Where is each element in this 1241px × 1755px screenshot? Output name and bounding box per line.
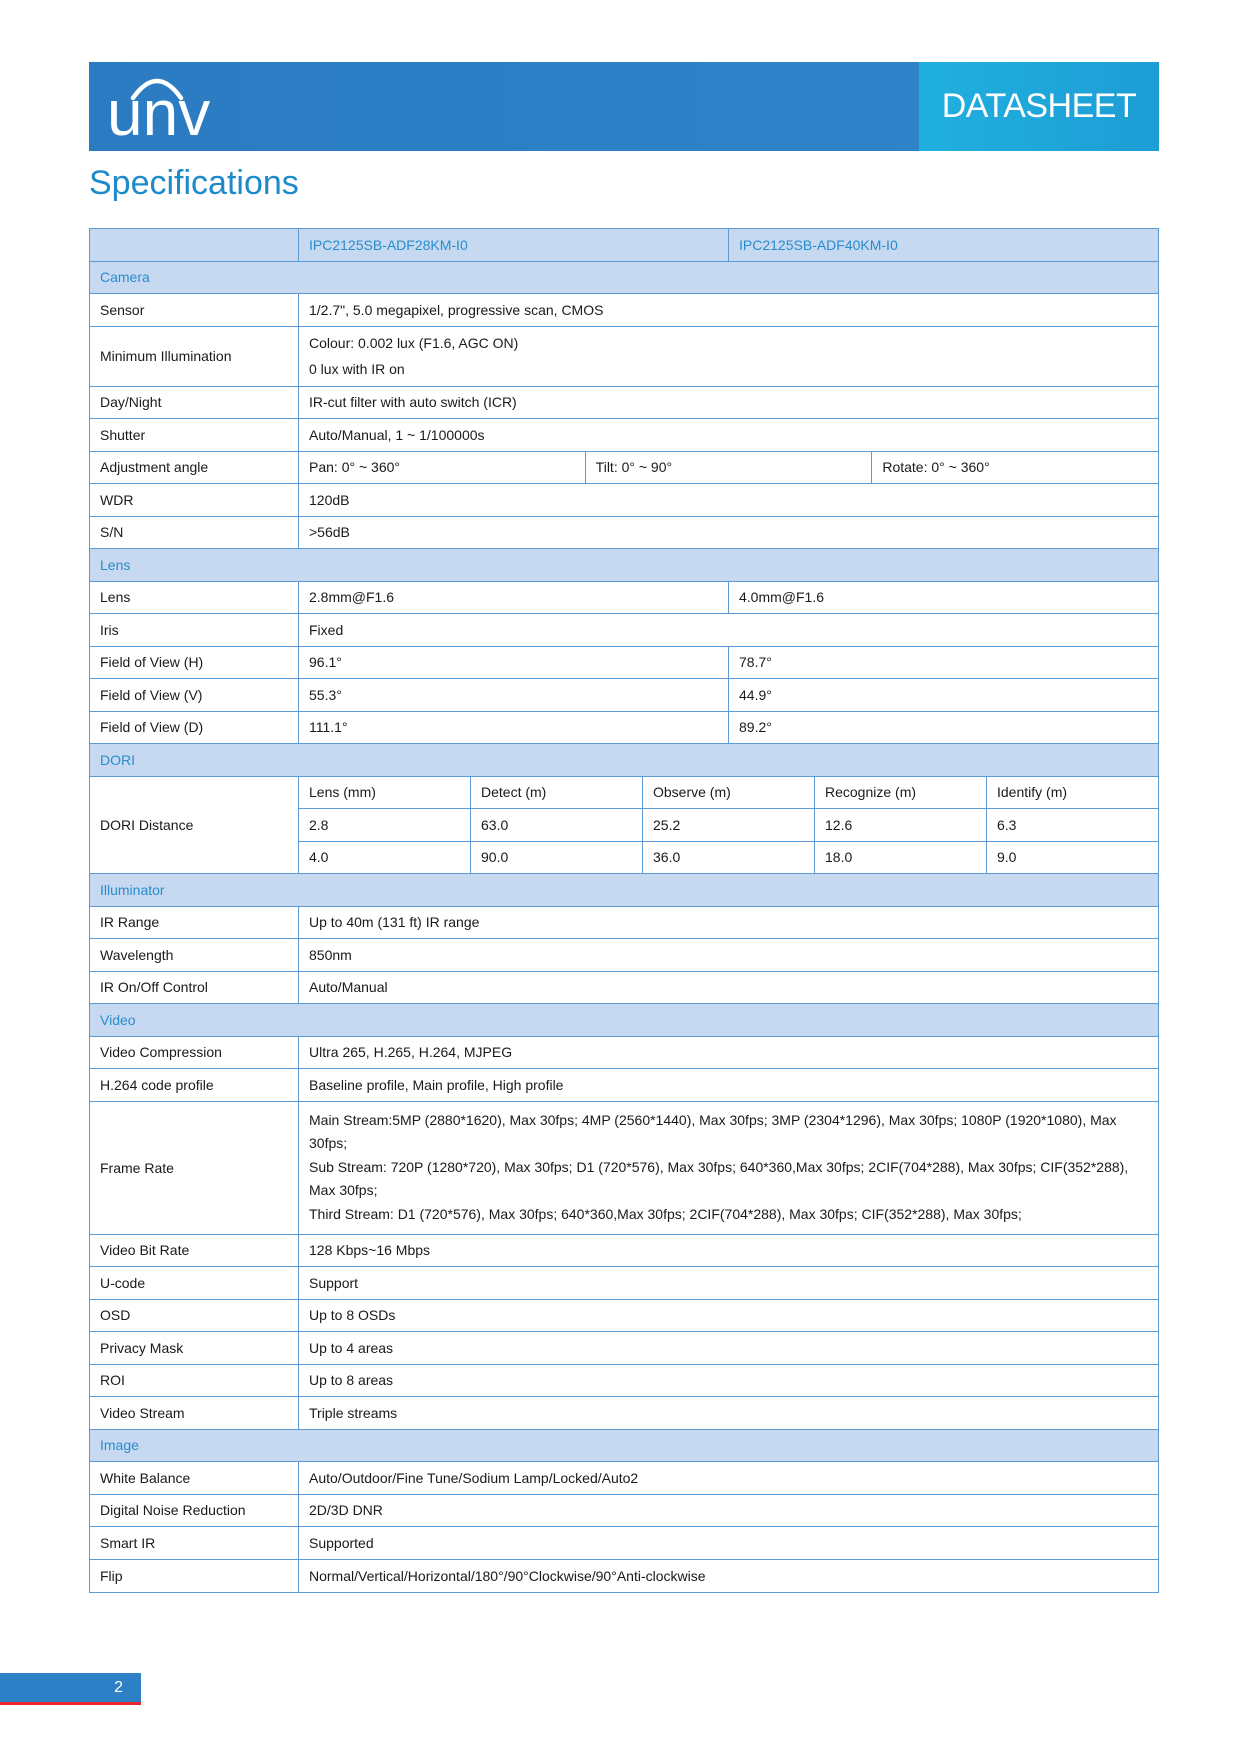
row-day-night-label: Day/Night bbox=[100, 394, 162, 411]
row-fov-h-value-40km: 78.7° bbox=[728, 647, 1158, 679]
row-ucode-label: U-code bbox=[100, 1274, 146, 1291]
row-bit-rate-value: 128 Kbps~16 Mbps bbox=[298, 1235, 1158, 1267]
row-dori-distance bbox=[90, 777, 1158, 875]
page-number-tab bbox=[0, 1673, 141, 1702]
row-video-compression-label: Video Compression bbox=[100, 1044, 222, 1061]
row-fov-d-value-40km: 89.2° bbox=[728, 712, 1158, 744]
row-osd-label: OSD bbox=[100, 1307, 131, 1324]
row-lens bbox=[90, 582, 1158, 615]
row-wdr-value: 120dB bbox=[298, 484, 1158, 516]
frame-rate-main-stream: Main Stream:5MP (2880*1620), Max 30fps; 4MP (2560*1440), Max 30fps; 3MP (2304*1296), Max 30fps; 1080P (1920*1080), Max 30fps; bbox=[309, 1112, 1117, 1151]
adjustment-pan: Pan: 0° ~ 360° bbox=[298, 452, 585, 484]
row-wdr-label: WDR bbox=[100, 491, 134, 508]
section-lens-title: Lens bbox=[100, 556, 131, 573]
dori-col-detect: Detect (m) bbox=[470, 777, 642, 809]
row-osd bbox=[90, 1300, 1158, 1333]
dori-header-row bbox=[298, 777, 1158, 810]
dori-cell: 12.6 bbox=[814, 809, 986, 841]
dori-col-lens: Lens (mm) bbox=[298, 777, 470, 809]
row-dnr-label: Digital Noise Reduction bbox=[100, 1502, 246, 1519]
unv-logo bbox=[107, 76, 237, 146]
adjustment-rotate: Rotate: 0° ~ 360° bbox=[871, 452, 1158, 484]
row-min-illumination-label: Minimum Illumination bbox=[100, 348, 232, 364]
row-osd-value: Up to 8 OSDs bbox=[298, 1300, 1158, 1332]
row-video-stream-value: Triple streams bbox=[298, 1397, 1158, 1429]
section-video-title: Video bbox=[100, 1011, 136, 1028]
row-dori-distance-label: DORI Distance bbox=[100, 816, 194, 833]
section-dori bbox=[90, 744, 1158, 777]
row-ir-control-label: IR On/Off Control bbox=[100, 979, 208, 996]
row-bit-rate-label: Video Bit Rate bbox=[100, 1242, 190, 1259]
row-fov-v-label: Field of View (V) bbox=[100, 686, 203, 703]
row-video-stream bbox=[90, 1397, 1158, 1430]
dori-col-recognize: Recognize (m) bbox=[814, 777, 986, 809]
model-heading-40km: IPC2125SB-ADF40KM-I0 bbox=[728, 229, 1158, 261]
row-ir-control-value: Auto/Manual bbox=[298, 972, 1158, 1004]
dori-cell: 18.0 bbox=[814, 842, 986, 874]
model-heading-28km: IPC2125SB-ADF28KM-I0 bbox=[298, 229, 728, 261]
row-h264-profile-label: H.264 code profile bbox=[100, 1076, 214, 1093]
row-video-stream-label: Video Stream bbox=[100, 1404, 185, 1421]
row-ucode bbox=[90, 1267, 1158, 1300]
row-flip-value: Normal/Vertical/Horizontal/180°/90°Clockwise/90°Anti-clockwise bbox=[298, 1560, 1158, 1593]
page-number: 2 bbox=[114, 1678, 123, 1696]
row-smart-ir-value: Supported bbox=[298, 1527, 1158, 1559]
row-sn-label: S/N bbox=[100, 524, 124, 541]
row-frame-rate bbox=[90, 1102, 1158, 1235]
row-adjustment-angle-label: Adjustment angle bbox=[100, 459, 209, 476]
section-lens bbox=[90, 549, 1158, 582]
row-frame-rate-label: Frame Rate bbox=[100, 1159, 174, 1176]
row-sensor-value: 1/2.7", 5.0 megapixel, progressive scan, CMOS bbox=[298, 294, 1158, 326]
row-min-illumination bbox=[90, 327, 1158, 387]
section-image bbox=[90, 1430, 1158, 1463]
row-day-night bbox=[90, 387, 1158, 420]
row-fov-h-value-28km: 96.1° bbox=[298, 647, 728, 679]
row-smart-ir bbox=[90, 1527, 1158, 1560]
row-ir-range-label: IR Range bbox=[100, 914, 160, 931]
row-sn bbox=[90, 517, 1158, 550]
row-ir-range-value: Up to 40m (131 ft) IR range bbox=[298, 907, 1158, 939]
row-white-balance bbox=[90, 1462, 1158, 1495]
dori-cell: 4.0 bbox=[298, 842, 470, 874]
row-wavelength-label: Wavelength bbox=[100, 946, 174, 963]
adjustment-tilt: Tilt: 0° ~ 90° bbox=[585, 452, 872, 484]
row-shutter-label: Shutter bbox=[100, 426, 146, 443]
row-video-compression bbox=[90, 1037, 1158, 1070]
page-tab-underline bbox=[0, 1702, 141, 1705]
row-roi-value: Up to 8 areas bbox=[298, 1365, 1158, 1397]
row-privacy-mask bbox=[90, 1332, 1158, 1365]
row-iris bbox=[90, 614, 1158, 647]
row-lens-value-28km: 2.8mm@F1.6 bbox=[298, 582, 728, 614]
row-frame-rate-value bbox=[298, 1102, 1158, 1234]
dori-cell: 9.0 bbox=[986, 842, 1158, 874]
row-iris-label: Iris bbox=[100, 621, 119, 638]
row-fov-h bbox=[90, 647, 1158, 680]
dori-cell: 63.0 bbox=[470, 809, 642, 841]
dori-grid bbox=[298, 777, 1158, 874]
section-camera-title: Camera bbox=[100, 269, 150, 286]
row-h264-profile-value: Baseline profile, Main profile, High profile bbox=[298, 1069, 1158, 1101]
dori-cell: 6.3 bbox=[986, 809, 1158, 841]
row-smart-ir-label: Smart IR bbox=[100, 1534, 156, 1551]
row-fov-v-value-40km: 44.9° bbox=[728, 679, 1158, 711]
dori-cell: 25.2 bbox=[642, 809, 814, 841]
min-illumination-ir: 0 lux with IR on bbox=[309, 361, 405, 377]
row-fov-v bbox=[90, 679, 1158, 712]
row-day-night-value: IR-cut filter with auto switch (ICR) bbox=[298, 387, 1158, 419]
row-shutter bbox=[90, 419, 1158, 452]
row-bit-rate bbox=[90, 1235, 1158, 1268]
row-iris-value: Fixed bbox=[298, 614, 1158, 646]
row-privacy-mask-label: Privacy Mask bbox=[100, 1339, 184, 1356]
row-lens-value-40km: 4.0mm@F1.6 bbox=[728, 582, 1158, 614]
row-wavelength-value: 850nm bbox=[298, 939, 1158, 971]
dori-col-observe: Observe (m) bbox=[642, 777, 814, 809]
row-flip-label: Flip bbox=[100, 1567, 123, 1584]
row-min-illumination-value bbox=[298, 327, 1158, 386]
row-ir-range bbox=[90, 907, 1158, 940]
page-title: Specifications bbox=[89, 164, 299, 202]
row-privacy-mask-value: Up to 4 areas bbox=[298, 1332, 1158, 1364]
dori-row-28 bbox=[298, 809, 1158, 842]
row-wdr bbox=[90, 484, 1158, 517]
row-h264-profile bbox=[90, 1069, 1158, 1102]
row-fov-d bbox=[90, 712, 1158, 745]
dori-row-40 bbox=[298, 842, 1158, 874]
model-header-row bbox=[90, 229, 1158, 262]
row-lens-label: Lens bbox=[100, 589, 131, 606]
row-roi-label: ROI bbox=[100, 1372, 125, 1389]
row-wavelength bbox=[90, 939, 1158, 972]
row-sensor-label: Sensor bbox=[100, 301, 145, 318]
frame-rate-third-stream: Third Stream: D1 (720*576), Max 30fps; 640*360,Max 30fps; 2CIF(704*288), Max 30fps; CIF(352*288), Max 30fps; bbox=[309, 1206, 1022, 1223]
section-illuminator-title: Illuminator bbox=[100, 881, 165, 898]
row-roi bbox=[90, 1365, 1158, 1398]
section-camera bbox=[90, 262, 1158, 295]
row-video-compression-value: Ultra 265, H.265, H.264, MJPEG bbox=[298, 1037, 1158, 1069]
row-ucode-value: Support bbox=[298, 1267, 1158, 1299]
row-fov-d-value-28km: 111.1° bbox=[298, 712, 728, 744]
dori-cell: 90.0 bbox=[470, 842, 642, 874]
row-dnr bbox=[90, 1495, 1158, 1528]
row-adjustment-angle bbox=[90, 452, 1158, 485]
row-flip bbox=[90, 1560, 1158, 1593]
row-dnr-value: 2D/3D DNR bbox=[298, 1495, 1158, 1527]
header-corner-cell bbox=[90, 229, 298, 261]
row-fov-h-label: Field of View (H) bbox=[100, 654, 204, 671]
row-fov-v-value-28km: 55.3° bbox=[298, 679, 728, 711]
section-video bbox=[90, 1004, 1158, 1037]
section-image-title: Image bbox=[100, 1437, 139, 1454]
row-sn-value: >56dB bbox=[298, 517, 1158, 549]
dori-col-identify: Identify (m) bbox=[986, 777, 1158, 809]
dori-cell: 36.0 bbox=[642, 842, 814, 874]
dori-cell: 2.8 bbox=[298, 809, 470, 841]
frame-rate-sub-stream: Sub Stream: 720P (1280*720), Max 30fps; D1 (720*576), Max 30fps; 640*360,Max 30fps; 2CIF(704*288), Max 30fps; CIF(352*288), Max 30fps; bbox=[309, 1159, 1129, 1198]
row-white-balance-label: White Balance bbox=[100, 1469, 191, 1486]
row-sensor bbox=[90, 294, 1158, 327]
datasheet-badge: DATASHEET bbox=[919, 62, 1159, 151]
row-fov-d-label: Field of View (D) bbox=[100, 719, 204, 736]
section-dori-title: DORI bbox=[100, 751, 135, 768]
row-shutter-value: Auto/Manual, 1 ~ 1/100000s bbox=[298, 419, 1158, 451]
logo-text: unv bbox=[107, 77, 211, 146]
spec-table bbox=[89, 228, 1159, 1593]
row-ir-control bbox=[90, 972, 1158, 1005]
min-illumination-colour: Colour: 0.002 lux (F1.6, AGC ON) bbox=[309, 335, 519, 351]
section-illuminator bbox=[90, 874, 1158, 907]
header-banner bbox=[89, 62, 1159, 151]
row-white-balance-value: Auto/Outdoor/Fine Tune/Sodium Lamp/Locked/Auto2 bbox=[298, 1462, 1158, 1494]
